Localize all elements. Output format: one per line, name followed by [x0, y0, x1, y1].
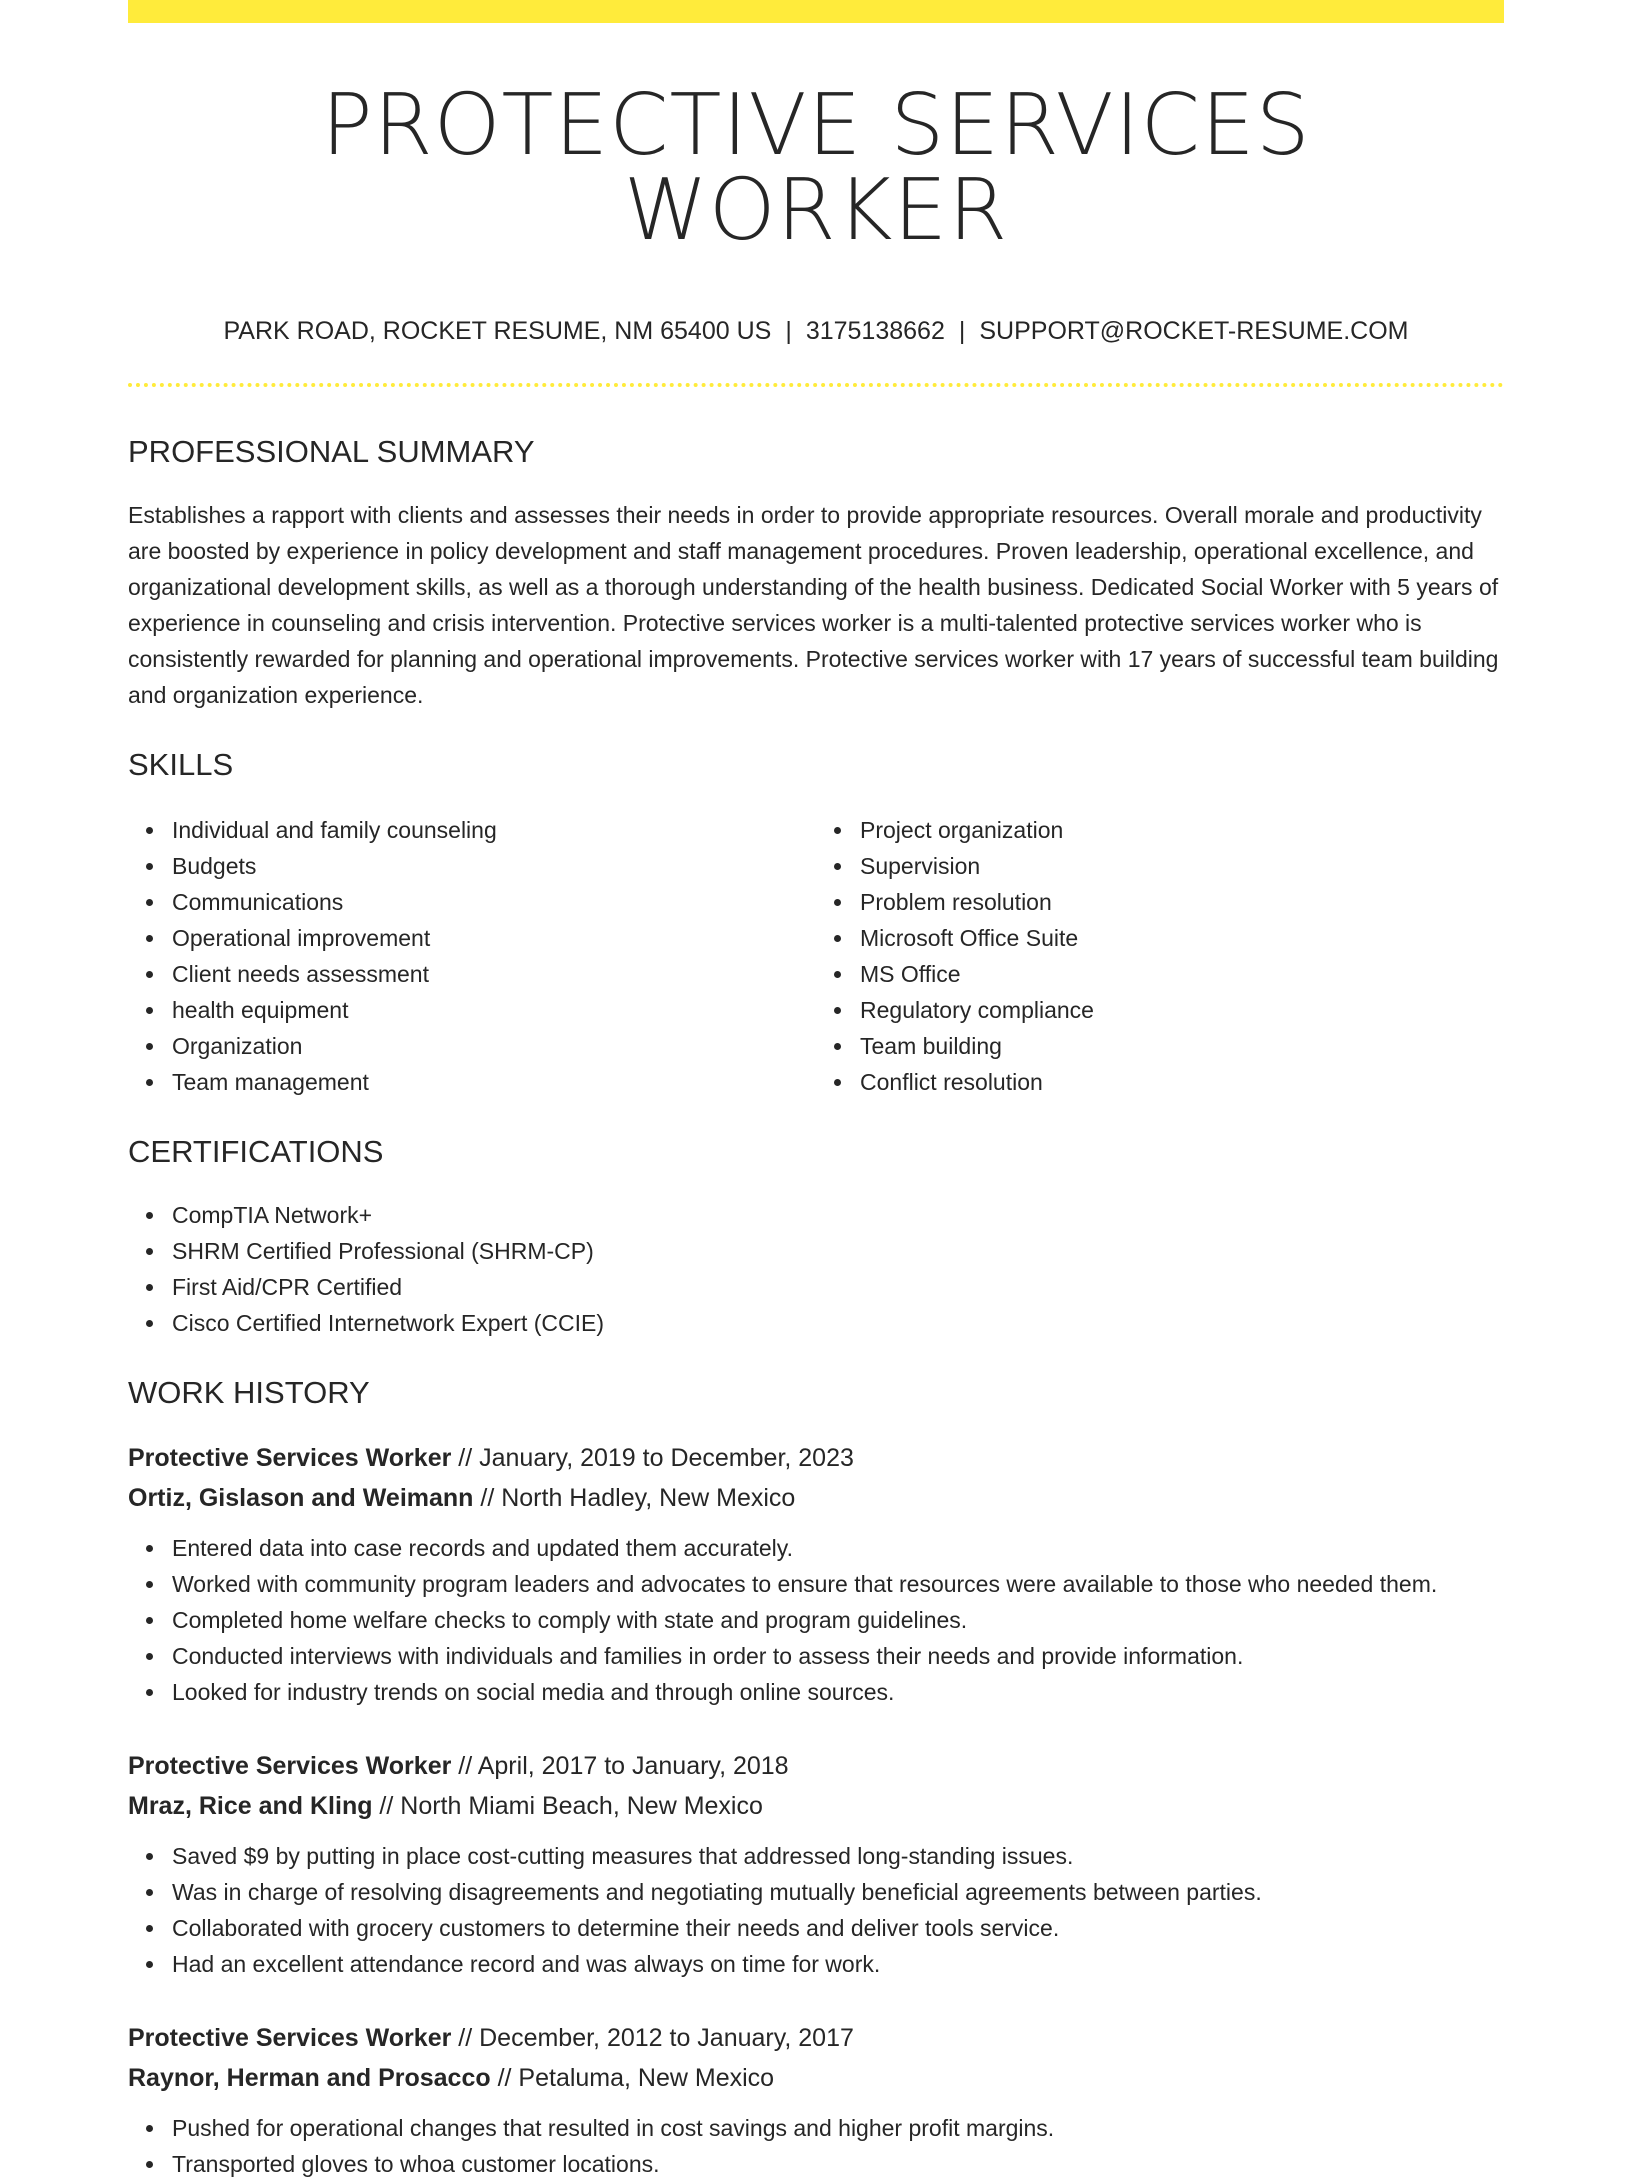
- certification-item: CompTIA Network+: [172, 1197, 1504, 1233]
- skill-item: Client needs assessment: [172, 956, 816, 992]
- skill-item: Individual and family counseling: [172, 812, 816, 848]
- skill-item: Communications: [172, 884, 816, 920]
- job-title: Protective Services Worker: [128, 2024, 452, 2052]
- skill-item: Regulatory compliance: [860, 992, 1504, 1028]
- skill-item: Operational improvement: [172, 920, 816, 956]
- skills-left-list: [128, 812, 816, 1100]
- email: SUPPORT@ROCKET-RESUME.COM: [979, 317, 1409, 345]
- job-bullets: [128, 1530, 1504, 1710]
- job-bullet: Completed home welfare checks to comply with state and program guidelines.: [172, 1602, 1504, 1638]
- job-bullet: Pushed for operational changes that resulted in cost savings and higher profit margins.: [172, 2110, 1504, 2146]
- job-bullet: Looked for industry trends on social media and through online sources.: [172, 1674, 1504, 1710]
- summary-text: Establishes a rapport with clients and assesses their needs in order to provide appropriate resources. Overall morale and productivity are boosted by experience in policy development and staff management procedures. Proven leadership, operational excellence, and organizational development skills, as well as a thorough understanding of the health business. Dedicated Social Worker with 5 years of experience in counseling and crisis intervention. Protective services worker is a multi-talented protective services worker who is consistently rewarded for planning and operational improvements. Protective services worker with 17 years of successful team building and organization experience.: [128, 502, 1499, 708]
- job-bullet: Entered data into case records and updated them accurately.: [172, 1530, 1504, 1566]
- certification-item: Cisco Certified Internetwork Expert (CCIE): [172, 1305, 1504, 1341]
- certification-item: First Aid/CPR Certified: [172, 1269, 1504, 1305]
- skills-right-list: [816, 812, 1504, 1100]
- skill-item: Supervision: [860, 848, 1504, 884]
- job-title: Protective Services Worker: [128, 1752, 452, 1780]
- job-title-line: [128, 1746, 1504, 1786]
- skill-item: MS Office: [860, 956, 1504, 992]
- job-company: Ortiz, Gislason and Weimann: [128, 1484, 474, 1512]
- job-location: // North Miami Beach, New Mexico: [372, 1792, 763, 1820]
- job-dates: // January, 2019 to December, 2023: [451, 1444, 854, 1472]
- candidate-name: PROTECTIVE SERVICES WORKER: [321, 76, 1311, 260]
- skills-heading: SKILLS: [128, 747, 234, 782]
- work-history-heading: WORK HISTORY: [128, 1375, 370, 1410]
- skill-item: Team building: [860, 1028, 1504, 1064]
- job-bullet: Conducted interviews with individuals and families in order to assess their needs and provide information.: [172, 1638, 1504, 1674]
- job-bullet: Had an excellent attendance record and was always on time for work.: [172, 1946, 1504, 1982]
- skill-item: Problem resolution: [860, 884, 1504, 920]
- job-company: Raynor, Herman and Prosacco: [128, 2064, 491, 2092]
- summary-heading: PROFESSIONAL SUMMARY: [128, 434, 535, 469]
- job-company-line: [128, 1786, 1504, 1826]
- certification-item: SHRM Certified Professional (SHRM-CP): [172, 1233, 1504, 1269]
- job-company-line: [128, 2058, 1504, 2098]
- job-bullet: Collaborated with grocery customers to determine their needs and deliver tools service.: [172, 1910, 1504, 1946]
- separator: |: [958, 317, 966, 345]
- address: PARK ROAD, ROCKET RESUME, NM 65400 US: [223, 317, 772, 345]
- skill-item: Conflict resolution: [860, 1064, 1504, 1100]
- separator: |: [785, 317, 792, 345]
- skill-item: Organization: [172, 1028, 816, 1064]
- job-dates: // December, 2012 to January, 2017: [451, 2024, 854, 2052]
- job-company-line: [128, 1478, 1504, 1518]
- job-bullets: [128, 2110, 1504, 2182]
- job-bullet: Transported gloves to whoa customer locations.: [172, 2146, 1504, 2182]
- job-location: // Petaluma, New Mexico: [490, 2064, 775, 2092]
- phone: 3175138662: [805, 317, 945, 345]
- job-bullet: Saved $9 by putting in place cost-cutting measures that addressed long-standing issues.: [172, 1838, 1504, 1874]
- dotted-divider: [128, 383, 1504, 387]
- job-location: // North Hadley, New Mexico: [473, 1484, 796, 1512]
- skill-item: Budgets: [172, 848, 816, 884]
- job-bullets: [128, 1838, 1504, 1982]
- skill-item: Team management: [172, 1064, 816, 1100]
- skills-columns: [128, 812, 1504, 1100]
- job-title: Protective Services Worker: [128, 1444, 452, 1472]
- accent-bar: [128, 0, 1504, 23]
- certifications-list: [128, 1197, 1504, 1341]
- job-title-line: [128, 2018, 1504, 2058]
- certifications-heading: CERTIFICATIONS: [128, 1134, 384, 1169]
- job-company: Mraz, Rice and Kling: [128, 1792, 373, 1820]
- skill-item: health equipment: [172, 992, 816, 1028]
- skill-item: Project organization: [860, 812, 1504, 848]
- job-entry: [128, 1746, 1504, 1982]
- job-bullet: Was in charge of resolving disagreements and negotiating mutually beneficial agreements between parties.: [172, 1874, 1504, 1910]
- job-dates: // April, 2017 to January, 2018: [451, 1752, 789, 1780]
- job-title-line: [128, 1438, 1504, 1478]
- skill-item: Microsoft Office Suite: [860, 920, 1504, 956]
- contact-line: [128, 319, 1504, 344]
- job-entry: [128, 1438, 1504, 1710]
- job-entry: [128, 2018, 1504, 2182]
- resume-page: [128, 0, 1504, 2182]
- job-bullet: Worked with community program leaders and advocates to ensure that resources were available to those who needed them.: [172, 1566, 1504, 1602]
